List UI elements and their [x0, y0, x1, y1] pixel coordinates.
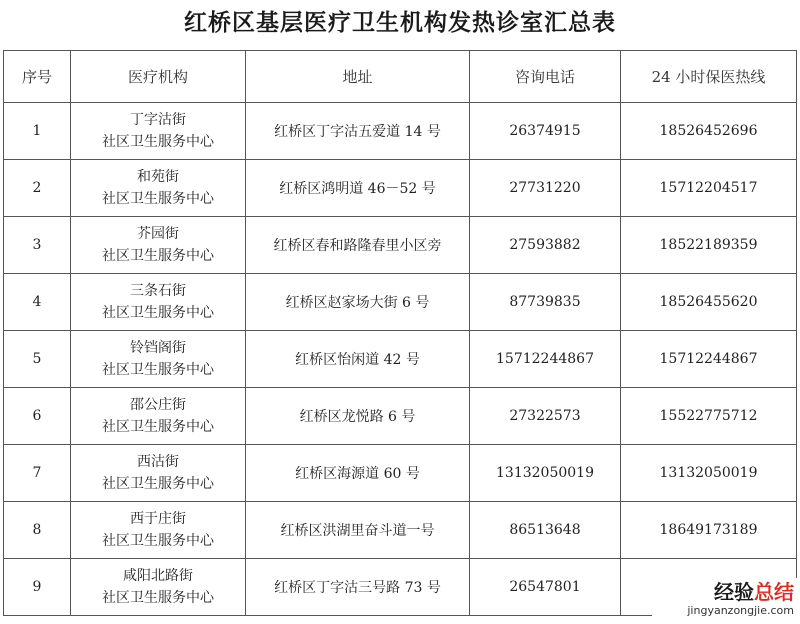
row-phone: 27731220: [470, 160, 621, 217]
institution-type: 社区卫生服务中心: [102, 362, 214, 378]
table-row: [4, 331, 797, 388]
row-phone: 86513648: [470, 502, 621, 559]
institution-type: 社区卫生服务中心: [102, 419, 214, 435]
institution-type: 社区卫生服务中心: [102, 590, 214, 606]
institution-street: 西于庄街: [130, 511, 186, 527]
row-institution: [71, 445, 246, 502]
row-institution: [71, 331, 246, 388]
watermark-text-a: 经验: [714, 580, 754, 604]
institution-type: 社区卫生服务中心: [102, 191, 214, 207]
row-phone: 26547801: [470, 559, 621, 616]
row-index: 2: [4, 160, 71, 217]
row-hotline: 15522775712: [621, 388, 797, 445]
row-hotline: 15712244867: [621, 331, 797, 388]
row-index: 9: [4, 559, 71, 616]
row-index: 7: [4, 445, 71, 502]
table-row: [4, 445, 797, 502]
header-index: 序号: [4, 51, 71, 103]
institution-street: 咸阳北路街: [123, 568, 193, 584]
header-hotline: 24 小时保医热线: [621, 51, 797, 103]
row-phone: 26374915: [470, 103, 621, 160]
row-hotline: 15712204517: [621, 160, 797, 217]
table-header-row: [4, 51, 797, 103]
row-phone: 15712244867: [470, 331, 621, 388]
institution-type: 社区卫生服务中心: [102, 248, 214, 264]
row-address: 红桥区春和路隆春里小区旁: [246, 217, 470, 274]
row-hotline: 18526452696: [621, 103, 797, 160]
row-address: 红桥区赵家场大街 6 号: [246, 274, 470, 331]
row-phone: 27322573: [470, 388, 621, 445]
site-watermark: [652, 578, 800, 624]
row-hotline: 13132050019: [621, 445, 797, 502]
header-address: 地址: [246, 51, 470, 103]
institution-type: 社区卫生服务中心: [102, 476, 214, 492]
institution-street: 丁字沽街: [130, 112, 186, 128]
row-hotline: 18522189359: [621, 217, 797, 274]
row-phone: 87739835: [470, 274, 621, 331]
watermark-url: jingyanzongjie.com: [687, 604, 794, 617]
table-row: [4, 502, 797, 559]
institution-street: 三条石街: [130, 283, 186, 299]
institution-type: 社区卫生服务中心: [102, 305, 214, 321]
row-address: 红桥区海源道 60 号: [246, 445, 470, 502]
institution-street: 芥园街: [137, 226, 179, 242]
row-phone: 13132050019: [470, 445, 621, 502]
row-hotline: 18526455620: [621, 274, 797, 331]
row-institution: [71, 160, 246, 217]
watermark-logo: [652, 578, 794, 604]
row-index: 4: [4, 274, 71, 331]
table-row: [4, 103, 797, 160]
row-institution: [71, 217, 246, 274]
row-address: 红桥区鸿明道 46－52 号: [246, 160, 470, 217]
table-row: [4, 274, 797, 331]
clinic-table: [3, 50, 797, 616]
row-institution: [71, 388, 246, 445]
row-institution: [71, 502, 246, 559]
row-index: 1: [4, 103, 71, 160]
row-index: 6: [4, 388, 71, 445]
row-address: 红桥区丁字沽三号路 73 号: [246, 559, 470, 616]
row-hotline: 18649173189: [621, 502, 797, 559]
header-phone: 咨询电话: [470, 51, 621, 103]
institution-street: 铃铛阁街: [130, 340, 186, 356]
row-address: 红桥区丁字沽五爱道 14 号: [246, 103, 470, 160]
institution-street: 西沽街: [137, 454, 179, 470]
row-address: 红桥区龙悦路 6 号: [246, 388, 470, 445]
row-institution: [71, 559, 246, 616]
row-institution: [71, 103, 246, 160]
row-institution: [71, 274, 246, 331]
institution-type: 社区卫生服务中心: [102, 134, 214, 150]
institution-street: 和苑街: [137, 169, 179, 185]
page-title: 红桥区基层医疗卫生机构发热诊室汇总表: [184, 9, 616, 36]
institution-street: 邵公庄街: [130, 397, 186, 413]
row-index: 8: [4, 502, 71, 559]
row-index: 5: [4, 331, 71, 388]
table-row: [4, 388, 797, 445]
row-phone: 27593882: [470, 217, 621, 274]
watermark-text-b: 总结: [754, 580, 794, 604]
row-index: 3: [4, 217, 71, 274]
table-row: [4, 160, 797, 217]
table-row: [4, 217, 797, 274]
row-address: 红桥区洪湖里奋斗道一号: [246, 502, 470, 559]
header-institution: 医疗机构: [71, 51, 246, 103]
institution-type: 社区卫生服务中心: [102, 533, 214, 549]
row-address: 红桥区怡闲道 42 号: [246, 331, 470, 388]
